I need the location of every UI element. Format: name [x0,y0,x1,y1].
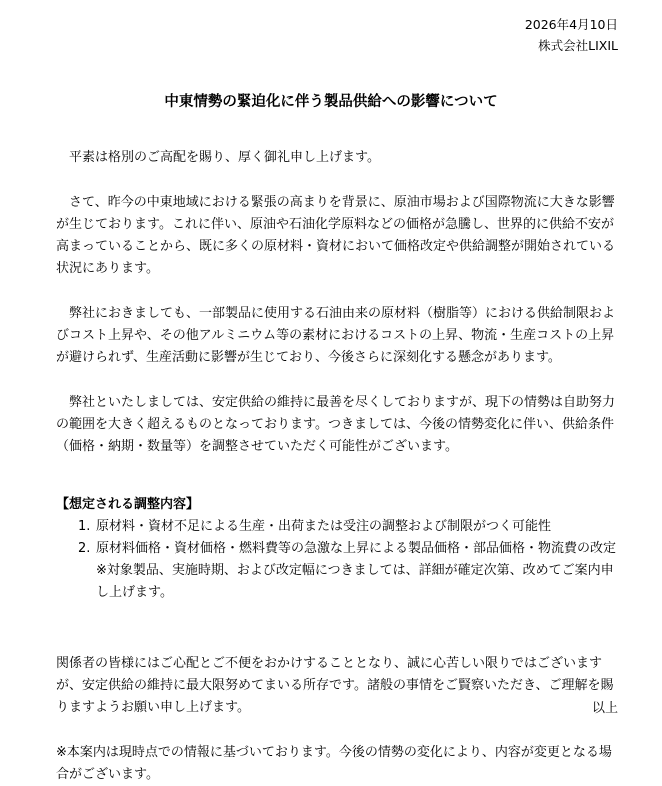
list-item-number: 2. [78,541,91,556]
document-body [56,147,622,786]
list-item [74,516,622,538]
background-paragraph: さて、昨今の中東地域における緊張の高まりを背景に、原油市場および国際物流に大きな影響が生じております。これに伴い、原油や石油化学原料などの価格が急騰し、世界的に供給不安が高まっていることから、既に多くの原材料・資材において価格改定や供給調整が開始されている状況にあります。 [56,195,616,276]
response-paragraph: 弊社といたしましては、安定供給の維持に最善を尽くしておりますが、現下の情勢は自助努力の範囲を大きく超えるものとなっております。つきましては、今後の情勢変化に伴い、供給条件（価格・納期・数量等）を調整させていただく可能性がございます。 [56,395,616,454]
apology-paragraph: 関係者の皆様にはご心配とご不便をおかけすることとなり、誠に心苦しい限りではございますが、安定供給の維持に最大限努めてまいる所存です。諸般の事情をご賢察いただき、ご理解を賜りますようお願い申し上げます。 [56,656,614,715]
issue-date: 2026年4月10日 [524,17,618,32]
company-name: 株式会社LIXIL [538,38,618,53]
disclaimer-paragraph: ※本案内は現時点での情報に基づいております。今後の情勢の変化により、内容が変更となる場合がございます。 [56,745,612,782]
greeting-paragraph: 平素は格別のご高配を賜り、厚く御礼申し上げます。 [69,150,380,165]
impact-paragraph: 弊社におきましても、一部製品に使用する石油由来の原材料（樹脂等）における供給制限およびコスト上昇や、その他アルミニウム等の素材におけるコストの上昇、物流・生産コストの上昇が避けられず、生産活動に影響が生じており、今後さらに深刻化する懸念があります。 [56,306,616,365]
closing-mark: 以上 [591,701,618,716]
list-item-number: 1. [78,519,91,534]
list-item-text: 原材料価格・資材価格・燃料費等の急激な上昇による製品価格・部品価格・物流費の改定 [96,541,617,556]
adjustments-list [56,516,622,560]
header-block [525,14,618,56]
adjustments-heading: 【想定される調整内容】 [56,497,200,512]
list-item [74,538,622,560]
list-item-text: 原材料・資材不足による生産・出荷または受注の調整および制限がつく可能性 [96,519,552,534]
adjustments-note: ※対象製品、実施時期、および改定幅につきましては、詳細が確定次第、改めてご案内申し上げます。 [96,563,614,600]
document-title: 中東情勢の緊迫化に伴う製品供給への影響について [164,94,498,110]
